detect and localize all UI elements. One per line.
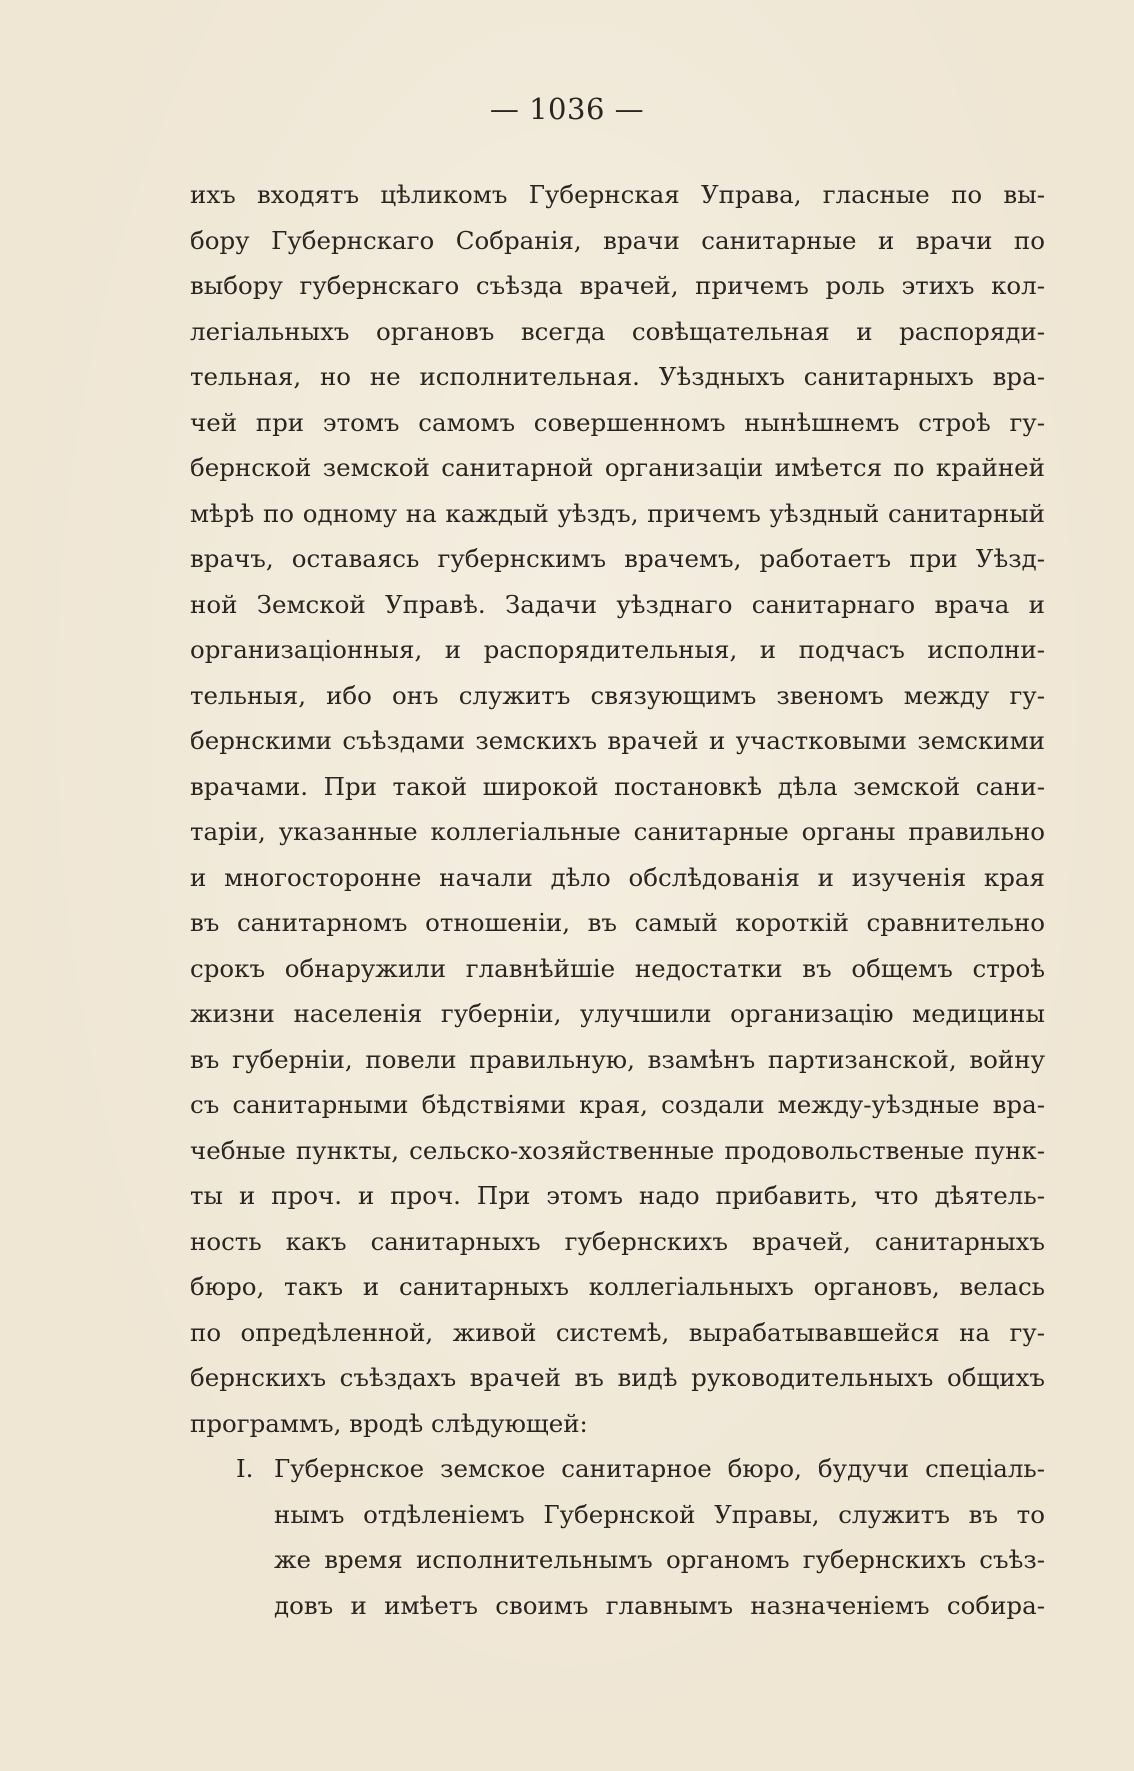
text-line: таріи, указанные коллегіальные санитарные органы правильно xyxy=(190,817,1045,846)
paragraph xyxy=(190,172,1045,1446)
text-line: бору Губернскаго Собранія, врачи санитарные и врачи по xyxy=(190,225,1045,255)
text-line: бернскими съѣздами земскихъ врачей и участковыми земскими xyxy=(190,726,1045,755)
text-line: чей при этомъ самомъ совершенномъ нынѣшнемъ строѣ гу- xyxy=(190,407,1045,437)
text-line: врачъ, оставаясь губернскимъ врачемъ, работаетъ при Уѣзд- xyxy=(190,544,1045,573)
text-line: легіальныхъ органовъ всегда совѣщательная и распоряди- xyxy=(190,316,1045,346)
list-item-I xyxy=(190,1446,1045,1628)
text-line: срокъ обнаружили главнѣйшіе недостатки въ общемъ строѣ xyxy=(190,953,1045,983)
text-line: тельная, но не исполнительная. Уѣздныхъ санитарныхъ вра- xyxy=(190,362,1045,391)
text-line: чебные пункты, сельско-хозяйственные продовольственые пунк- xyxy=(190,1135,1045,1165)
text-line: организаціонныя, и распорядительныя, и подчасъ исполни- xyxy=(190,635,1045,664)
text-line: бернскихъ съѣздахъ врачей въ видѣ руководительныхъ общихъ xyxy=(190,1363,1045,1392)
text-line: выбору губернскаго съѣзда врачей, причемъ роль этихъ кол- xyxy=(190,271,1045,300)
text-line: ихъ входятъ цѣликомъ Губернская Управа, гласные по вы- xyxy=(190,180,1045,209)
text-line: врачами. При такой широкой постановкѣ дѣла земской сани- xyxy=(190,771,1045,801)
text-line: ной Земской Управѣ. Задачи уѣзднаго санитарнаго врача и xyxy=(190,589,1045,619)
list-marker: I. xyxy=(236,1454,254,1483)
text-line: же время исполнительнымъ органомъ губернскихъ съѣз- xyxy=(274,1545,1045,1574)
text-line: тельныя, ибо онъ служитъ связующимъ звеномъ между гу- xyxy=(190,680,1045,710)
text-line: въ санитарномъ отношеніи, въ самый короткій сравнительно xyxy=(190,908,1045,937)
body-text xyxy=(190,172,1045,1628)
text-line: довъ и имѣетъ своимъ главнымъ назначеніемъ собира- xyxy=(274,1590,1045,1620)
text-line: Губернское земское санитарное бюро, будучи спеціаль- xyxy=(274,1454,1045,1483)
text-line: жизни населенія губерніи, улучшили организацію медицины xyxy=(190,999,1045,1028)
text-line: въ губерніи, повели правильную, взамѣнъ партизанской, войну xyxy=(190,1044,1045,1074)
text-line: и многосторонне начали дѣло обслѣдованія и изученія края xyxy=(190,862,1045,892)
text-line: нымъ отдѣленіемъ Губернской Управы, служитъ въ то xyxy=(274,1499,1045,1529)
text-line: по опредѣленной, живой системѣ, вырабатывавшейся на гу- xyxy=(190,1317,1045,1347)
text-line: ность какъ санитарныхъ губернскихъ врачей, санитарныхъ xyxy=(190,1226,1045,1256)
text-line: бернской земской санитарной организаціи имѣется по крайней xyxy=(190,453,1045,482)
text-line: ты и проч. и проч. При этомъ надо прибавить, что дѣятель- xyxy=(190,1181,1045,1210)
text-line: бюро, такъ и санитарныхъ коллегіальныхъ органовъ, велась xyxy=(190,1272,1045,1301)
page-number: — 1036 — xyxy=(489,92,645,126)
text-line: программъ, вродѣ слѣдующей: xyxy=(190,1408,588,1438)
text-line: съ санитарными бѣдствіями края, создали между-уѣздные вра- xyxy=(190,1090,1045,1119)
text-line: мѣрѣ по одному на каждый уѣздъ, причемъ уѣздный санитарный xyxy=(190,498,1045,528)
